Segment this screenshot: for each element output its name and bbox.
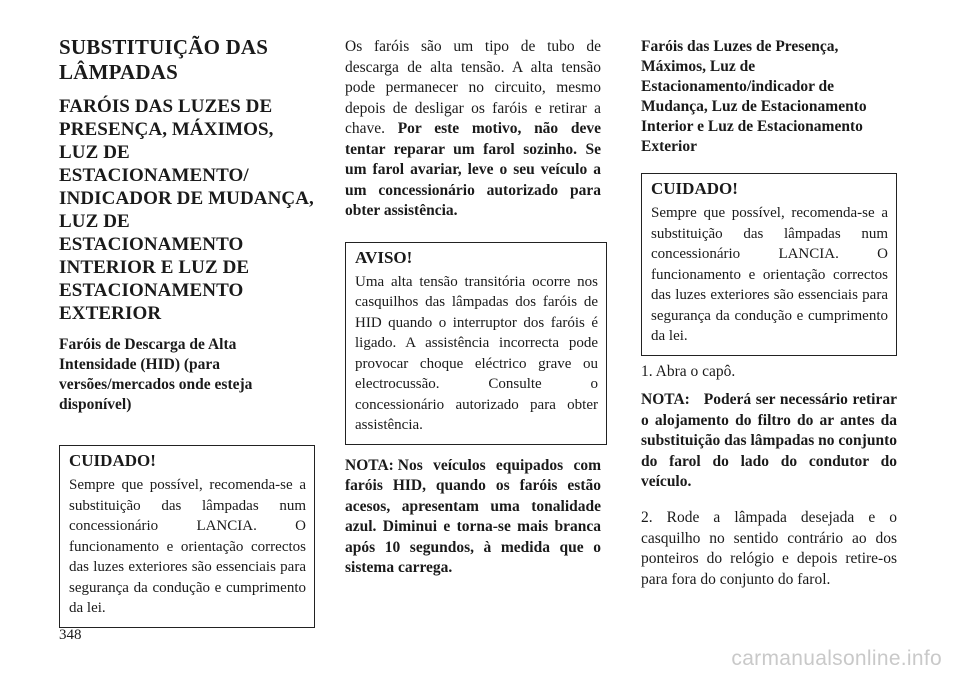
note-label: NOTA:: [345, 456, 394, 474]
warning-box: [345, 242, 607, 445]
watermark: carmanualsonline.info: [731, 647, 942, 670]
column-right: [641, 0, 897, 590]
caution-text: Sempre que possível, recomenda-se a substituição das lâmpadas num concessionário LANCIA. O funcionamento e orientação correctos das luzes exteriores são essenciais para segurança da condução e cumprimento da lei.: [651, 205, 888, 344]
column-left: [59, 0, 315, 628]
caution-title: CUIDADO!: [651, 179, 738, 198]
warning-title: AVISO!: [355, 247, 413, 267]
section-title: FARÓIS DAS LUZES DE PRESENÇA, MÁXIMOS, LUZ DE ESTACIONAMENTO/ INDICADOR DE MUDANÇA, LUZ DE ESTACIONAMENTO INTERIOR E LUZ DE ESTACIONAMENTO EXTERIOR: [59, 96, 314, 324]
caution-box: [641, 173, 897, 356]
page-title: SUBSTITUIÇÃO DAS LÂMPADAS: [59, 35, 269, 84]
step-2: 2. Rode a lâmpada desejada e o casquilho no sentido contrário ao dos ponteiros do relógio e depois retire-os para fora do conjunto do farol.: [641, 509, 897, 588]
filter-note: [641, 390, 897, 493]
hid-headlamps-heading: Faróis de Descarga de Alta Intensidade (HID) (para versões/mercados onde esteja disponível): [59, 336, 253, 413]
caution-box: [59, 445, 315, 628]
column-middle: [345, 0, 601, 594]
note-label: NOTA:: [641, 391, 690, 408]
hid-intro-paragraph: [345, 37, 601, 222]
step-1: 1. Abra o capô.: [641, 362, 736, 380]
hid-note: [345, 456, 601, 579]
caution-text: Sempre que possível, recomenda-se a substituição das lâmpadas num concessionário LANCIA. O funcionamento e orientação correctos das luzes exteriores são essenciais para segurança da condução e cumprimento da lei.: [69, 477, 306, 616]
warning-text: Uma alta tensão transitória ocorre nos casquilhos das lâmpadas dos faróis de HID quando o interruptor dos faróis é ligado. A assistência incorrecta pode provocar choque eléctrico grave ou electrocussão. Consulte o concessionário autorizado para obter assistência.: [355, 273, 598, 433]
page-number: 348: [59, 627, 82, 643]
headlamps-heading: Faróis das Luzes de Presença, Máximos, Luz de Estacionamento/indicador de Mudança, Luz de Estacionamento Interior e Luz de Estacionamento Exterior: [641, 38, 867, 155]
caution-title: CUIDADO!: [69, 451, 156, 470]
note-text: Poderá ser necessário retirar o alojamento do filtro do ar antes da substituição das lâmpadas no conjunto do farol do lado do condutor do veículo.: [641, 391, 897, 490]
hid-intro-text: Os faróis são um tipo de tubo de descarga de alta tensão. A alta tensão pode permanecer no circuito, mesmo depois de desligar os faróis e retirar a chave.: [345, 38, 601, 137]
note-text: Nos veículos equipados com faróis HID, quando os faróis estão acesos, apresentam uma tonalidade azul. Diminui e torna-se mais branca após 10 segundos, à medida que o sistema carrega.: [345, 456, 601, 576]
hid-intro-warning-text: Por este motivo, não deve tentar reparar um farol sozinho. Se um farol avariar, leve o seu veículo a um concessionário autorizado para obter assistência.: [345, 120, 602, 219]
